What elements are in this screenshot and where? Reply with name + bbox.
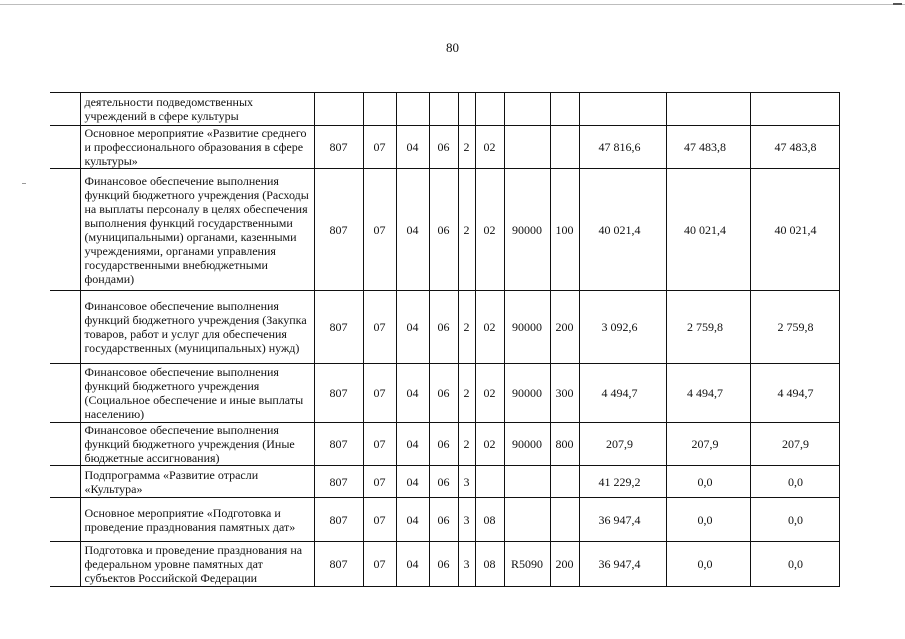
amount-year-1: 4 494,7 (579, 364, 666, 423)
amount-year-1: 207,9 (579, 423, 666, 466)
code-subsection: 04 (396, 466, 429, 498)
code-activity (475, 466, 504, 498)
code-activity: 08 (475, 498, 504, 542)
code-section: 07 (363, 466, 396, 498)
scan-artifact (22, 183, 26, 184)
amount-year-1: 3 092,6 (579, 291, 666, 364)
code-grbs: 807 (314, 542, 363, 587)
code-grbs (314, 93, 363, 126)
code-grbs: 807 (314, 364, 363, 423)
code-activity: 08 (475, 542, 504, 587)
table-body (50, 93, 839, 587)
row-name: Подготовка и проведение празднования на федеральном уровне памятных дат субъектов Российской Федерации (80, 542, 314, 587)
code-direction: R5090 (504, 542, 550, 587)
code-program: 06 (429, 364, 458, 423)
amount-year-2: 47 483,8 (666, 126, 750, 169)
code-program: 06 (429, 423, 458, 466)
code-subprogram: 2 (458, 291, 475, 364)
code-subprogram: 3 (458, 466, 475, 498)
code-subprogram: 2 (458, 126, 475, 169)
code-grbs: 807 (314, 498, 363, 542)
code-program: 06 (429, 542, 458, 587)
amount-year-3: 0,0 (750, 498, 839, 542)
code-direction: 90000 (504, 423, 550, 466)
margin-cell (50, 169, 80, 291)
code-expense-type: 200 (550, 542, 579, 587)
amount-year-2: 40 021,4 (666, 169, 750, 291)
code-direction (504, 126, 550, 169)
amount-year-2 (666, 93, 750, 126)
amount-year-2: 207,9 (666, 423, 750, 466)
code-activity: 02 (475, 126, 504, 169)
code-grbs: 807 (314, 466, 363, 498)
code-subsection: 04 (396, 498, 429, 542)
code-subprogram: 3 (458, 542, 475, 587)
code-direction: 90000 (504, 169, 550, 291)
margin-cell (50, 364, 80, 423)
code-direction (504, 466, 550, 498)
margin-cell (50, 498, 80, 542)
code-expense-type (550, 93, 579, 126)
code-activity: 02 (475, 169, 504, 291)
code-activity: 02 (475, 291, 504, 364)
amount-year-2: 2 759,8 (666, 291, 750, 364)
table-row (50, 364, 839, 423)
table-row (50, 423, 839, 466)
code-subsection: 04 (396, 423, 429, 466)
margin-cell (50, 93, 80, 126)
table-row (50, 93, 839, 126)
row-name: Основное мероприятие «Развитие среднего и профессионального образования в сфере культуры» (80, 126, 314, 169)
amount-year-3: 2 759,8 (750, 291, 839, 364)
amount-year-1: 41 229,2 (579, 466, 666, 498)
code-direction: 90000 (504, 291, 550, 364)
page-number: 80 (446, 40, 459, 55)
code-subprogram (458, 93, 475, 126)
table-row (50, 542, 839, 587)
code-section (363, 93, 396, 126)
code-section: 07 (363, 364, 396, 423)
code-subsection (396, 93, 429, 126)
amount-year-3: 0,0 (750, 542, 839, 587)
code-program: 06 (429, 169, 458, 291)
code-expense-type: 800 (550, 423, 579, 466)
row-name: Основное мероприятие «Подготовка и проведение празднования памятных дат» (80, 498, 314, 542)
code-expense-type (550, 498, 579, 542)
table-row (50, 169, 839, 291)
code-expense-type: 300 (550, 364, 579, 423)
code-program (429, 93, 458, 126)
budget-table (50, 92, 840, 587)
code-expense-type (550, 466, 579, 498)
row-name: деятельности подведомственных учреждений в сфере культуры (80, 93, 314, 126)
margin-cell (50, 423, 80, 466)
table-row (50, 466, 839, 498)
scan-corner-mark (893, 3, 902, 10)
code-direction: 90000 (504, 364, 550, 423)
code-subsection: 04 (396, 169, 429, 291)
row-name: Финансовое обеспечение выполнения функций бюджетного учреждения (Иные бюджетные ассигнования) (80, 423, 314, 466)
code-section: 07 (363, 423, 396, 466)
amount-year-3: 40 021,4 (750, 169, 839, 291)
top-rule (0, 4, 905, 5)
margin-cell (50, 466, 80, 498)
row-name: Финансовое обеспечение выполнения функций бюджетного учреждения (Социальное обеспечение и иные выплаты населению) (80, 364, 314, 423)
amount-year-3: 0,0 (750, 466, 839, 498)
margin-cell (50, 542, 80, 587)
amount-year-3: 4 494,7 (750, 364, 839, 423)
code-subsection: 04 (396, 126, 429, 169)
code-subsection: 04 (396, 291, 429, 364)
amount-year-2: 0,0 (666, 466, 750, 498)
table-row (50, 126, 839, 169)
code-program: 06 (429, 126, 458, 169)
code-program: 06 (429, 291, 458, 364)
code-section: 07 (363, 126, 396, 169)
amount-year-3: 47 483,8 (750, 126, 839, 169)
code-subsection: 04 (396, 364, 429, 423)
amount-year-1: 36 947,4 (579, 542, 666, 587)
code-direction (504, 93, 550, 126)
margin-cell (50, 291, 80, 364)
code-activity (475, 93, 504, 126)
code-grbs: 807 (314, 169, 363, 291)
code-expense-type (550, 126, 579, 169)
row-name: Финансовое обеспечение выполнения функций бюджетного учреждения (Расходы на выплаты персоналу в целях обеспечения выполнения функций государственными (муниципальными) органами, казенными учреждениями, органами управления государственными внебюджетными фондами) (80, 169, 314, 291)
code-program: 06 (429, 466, 458, 498)
code-activity: 02 (475, 364, 504, 423)
code-subprogram: 2 (458, 364, 475, 423)
amount-year-3: 207,9 (750, 423, 839, 466)
code-program: 06 (429, 498, 458, 542)
code-subprogram: 3 (458, 498, 475, 542)
amount-year-2: 0,0 (666, 498, 750, 542)
code-subsection: 04 (396, 542, 429, 587)
code-section: 07 (363, 542, 396, 587)
row-name: Подпрограмма «Развитие отрасли «Культура» (80, 466, 314, 498)
table-row (50, 291, 839, 364)
amount-year-1: 40 021,4 (579, 169, 666, 291)
amount-year-2: 0,0 (666, 542, 750, 587)
code-section: 07 (363, 169, 396, 291)
margin-cell (50, 126, 80, 169)
code-subprogram: 2 (458, 423, 475, 466)
code-direction (504, 498, 550, 542)
code-grbs: 807 (314, 423, 363, 466)
code-expense-type: 200 (550, 291, 579, 364)
code-grbs: 807 (314, 291, 363, 364)
code-activity: 02 (475, 423, 504, 466)
amount-year-1: 47 816,6 (579, 126, 666, 169)
code-expense-type: 100 (550, 169, 579, 291)
code-section: 07 (363, 291, 396, 364)
amount-year-1: 36 947,4 (579, 498, 666, 542)
row-name: Финансовое обеспечение выполнения функций бюджетного учреждения (Закупка товаров, работ и услуг для обеспечения государственных (муниципальных) нужд) (80, 291, 314, 364)
amount-year-2: 4 494,7 (666, 364, 750, 423)
code-section: 07 (363, 498, 396, 542)
table-row (50, 498, 839, 542)
code-grbs: 807 (314, 126, 363, 169)
amount-year-1 (579, 93, 666, 126)
amount-year-3 (750, 93, 839, 126)
code-subprogram: 2 (458, 169, 475, 291)
